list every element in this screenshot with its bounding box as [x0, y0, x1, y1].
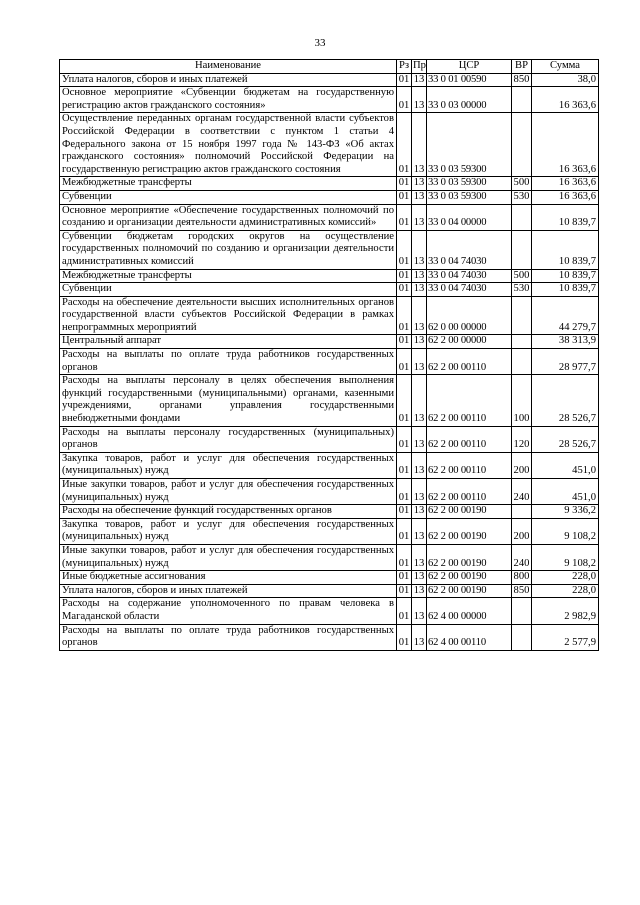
row-rz-cell: 01 [397, 375, 412, 426]
row-csr-cell: 33 0 03 59300 [427, 113, 512, 177]
row-name-cell: Субвенции [60, 283, 397, 297]
row-sum-cell: 16 363,6 [532, 113, 599, 177]
row-rz-cell: 01 [397, 624, 412, 650]
row-csr-cell: 33 0 04 74030 [427, 269, 512, 283]
column-header-pr: Пр [412, 60, 427, 74]
row-rz-cell: 01 [397, 598, 412, 624]
row-sum-cell: 16 363,6 [532, 190, 599, 204]
row-csr-cell: 62 4 00 00110 [427, 624, 512, 650]
table-row [60, 204, 599, 230]
row-rz-cell: 01 [397, 518, 412, 544]
row-rz-cell: 01 [397, 479, 412, 505]
column-header-name: Наименование [60, 60, 397, 74]
row-sum-cell: 10 839,7 [532, 230, 599, 269]
table-row [60, 571, 599, 585]
table-row [60, 177, 599, 191]
budget-table [59, 59, 599, 651]
table-row [60, 375, 599, 426]
table-row [60, 230, 599, 269]
row-vr-cell: 200 [512, 452, 532, 478]
row-vr-cell [512, 113, 532, 177]
table-row [60, 283, 599, 297]
row-vr-cell: 100 [512, 375, 532, 426]
row-pr-cell: 13 [412, 505, 427, 519]
row-rz-cell: 01 [397, 426, 412, 452]
row-pr-cell: 13 [412, 296, 427, 335]
row-csr-cell: 33 0 04 74030 [427, 230, 512, 269]
row-sum-cell: 228,0 [532, 584, 599, 598]
row-csr-cell: 62 2 00 00110 [427, 349, 512, 375]
row-vr-cell [512, 624, 532, 650]
row-csr-cell: 62 2 00 00190 [427, 584, 512, 598]
row-name-cell: Закупка товаров, работ и услуг для обеспечения государственных (муниципальных) нужд [60, 452, 397, 478]
row-vr-cell [512, 598, 532, 624]
row-sum-cell: 38 313,9 [532, 335, 599, 349]
table-row [60, 349, 599, 375]
row-vr-cell [512, 296, 532, 335]
row-pr-cell: 13 [412, 269, 427, 283]
row-csr-cell: 62 2 00 00110 [427, 426, 512, 452]
row-pr-cell: 13 [412, 426, 427, 452]
table-row [60, 505, 599, 519]
row-vr-cell [512, 335, 532, 349]
row-csr-cell: 62 2 00 00110 [427, 452, 512, 478]
column-header-rz: Рз [397, 60, 412, 74]
row-vr-cell [512, 204, 532, 230]
row-vr-cell: 240 [512, 479, 532, 505]
row-name-cell: Уплата налогов, сборов и иных платежей [60, 73, 397, 87]
row-sum-cell: 10 839,7 [532, 204, 599, 230]
row-csr-cell: 33 0 01 00590 [427, 73, 512, 87]
row-rz-cell: 01 [397, 296, 412, 335]
row-name-cell: Иные бюджетные ассигнования [60, 571, 397, 585]
row-rz-cell: 01 [397, 505, 412, 519]
row-pr-cell: 13 [412, 479, 427, 505]
row-pr-cell: 13 [412, 452, 427, 478]
row-pr-cell: 13 [412, 177, 427, 191]
row-csr-cell: 62 2 00 00190 [427, 571, 512, 585]
row-csr-cell: 62 2 00 00110 [427, 375, 512, 426]
row-vr-cell: 240 [512, 544, 532, 570]
table-row [60, 73, 599, 87]
row-name-cell: Межбюджетные трансферты [60, 177, 397, 191]
row-sum-cell: 2 982,9 [532, 598, 599, 624]
row-vr-cell: 850 [512, 73, 532, 87]
row-csr-cell: 62 2 00 00000 [427, 335, 512, 349]
row-name-cell: Основное мероприятие «Субвенции бюджетам на государственную регистрацию актов гражданского состояния» [60, 87, 397, 113]
row-pr-cell: 13 [412, 73, 427, 87]
row-name-cell: Межбюджетные трансферты [60, 269, 397, 283]
row-pr-cell: 13 [412, 571, 427, 585]
row-rz-cell: 01 [397, 87, 412, 113]
row-sum-cell: 9 336,2 [532, 505, 599, 519]
row-rz-cell: 01 [397, 73, 412, 87]
row-vr-cell [512, 87, 532, 113]
table-row [60, 452, 599, 478]
table-row [60, 584, 599, 598]
row-vr-cell: 530 [512, 283, 532, 297]
table-row [60, 479, 599, 505]
table-row [60, 598, 599, 624]
row-name-cell: Расходы на выплаты по оплате труда работников государственных органов [60, 624, 397, 650]
row-rz-cell: 01 [397, 190, 412, 204]
row-pr-cell: 13 [412, 624, 427, 650]
row-rz-cell: 01 [397, 230, 412, 269]
row-sum-cell: 9 108,2 [532, 544, 599, 570]
row-name-cell: Иные закупки товаров, работ и услуг для обеспечения государственных (муниципальных) нужд [60, 544, 397, 570]
row-pr-cell: 13 [412, 283, 427, 297]
row-name-cell: Субвенции бюджетам городских округов на осуществление государственных полномочий по созданию и организации деятельности административных комиссий [60, 230, 397, 269]
row-csr-cell: 62 0 00 00000 [427, 296, 512, 335]
row-vr-cell: 530 [512, 190, 532, 204]
row-name-cell: Осуществление переданных органам государственной власти субъектов Российской Федерации в соответствии с пунктом 1 статьи 4 Федерального закона от 15 ноября 1997 года № 143-ФЗ «Об актах гражданского состояния» полномочий Российской Федерации на государственную регистрацию актов гражданского состояния [60, 113, 397, 177]
table-body [60, 73, 599, 650]
row-pr-cell: 13 [412, 544, 427, 570]
row-sum-cell: 9 108,2 [532, 518, 599, 544]
row-name-cell: Расходы на выплаты персоналу государственных (муниципальных) органов [60, 426, 397, 452]
row-csr-cell: 33 0 04 00000 [427, 204, 512, 230]
row-pr-cell: 13 [412, 518, 427, 544]
row-name-cell: Расходы на обеспечение функций государственных органов [60, 505, 397, 519]
row-rz-cell: 01 [397, 571, 412, 585]
column-header-vr: ВР [512, 60, 532, 74]
table-row [60, 113, 599, 177]
row-sum-cell: 38,0 [532, 73, 599, 87]
row-pr-cell: 13 [412, 335, 427, 349]
table-row [60, 87, 599, 113]
row-pr-cell: 13 [412, 375, 427, 426]
row-sum-cell: 10 839,7 [532, 283, 599, 297]
row-pr-cell: 13 [412, 349, 427, 375]
row-name-cell: Расходы на обеспечение деятельности высших исполнительных органов государственной власти субъектов Российской Федерации в рамках непрограммных мероприятий [60, 296, 397, 335]
row-vr-cell [512, 349, 532, 375]
row-rz-cell: 01 [397, 544, 412, 570]
row-rz-cell: 01 [397, 177, 412, 191]
row-sum-cell: 28 526,7 [532, 375, 599, 426]
row-csr-cell: 33 0 04 74030 [427, 283, 512, 297]
row-pr-cell: 13 [412, 204, 427, 230]
row-csr-cell: 62 2 00 00110 [427, 479, 512, 505]
row-sum-cell: 451,0 [532, 452, 599, 478]
row-csr-cell: 62 4 00 00000 [427, 598, 512, 624]
row-name-cell: Центральный аппарат [60, 335, 397, 349]
table-row [60, 335, 599, 349]
table-header-row [60, 60, 599, 74]
row-name-cell: Иные закупки товаров, работ и услуг для обеспечения государственных (муниципальных) нужд [60, 479, 397, 505]
row-sum-cell: 451,0 [532, 479, 599, 505]
row-pr-cell: 13 [412, 190, 427, 204]
table-row [60, 518, 599, 544]
row-csr-cell: 33 0 03 59300 [427, 177, 512, 191]
row-sum-cell: 44 279,7 [532, 296, 599, 335]
row-rz-cell: 01 [397, 113, 412, 177]
row-sum-cell: 28 977,7 [532, 349, 599, 375]
row-rz-cell: 01 [397, 349, 412, 375]
row-vr-cell: 500 [512, 269, 532, 283]
row-rz-cell: 01 [397, 335, 412, 349]
row-vr-cell [512, 230, 532, 269]
row-csr-cell: 62 2 00 00190 [427, 505, 512, 519]
row-name-cell: Субвенции [60, 190, 397, 204]
table-row [60, 269, 599, 283]
row-sum-cell: 16 363,6 [532, 177, 599, 191]
row-csr-cell: 33 0 03 59300 [427, 190, 512, 204]
row-vr-cell: 850 [512, 584, 532, 598]
row-vr-cell [512, 505, 532, 519]
row-pr-cell: 13 [412, 598, 427, 624]
row-pr-cell: 13 [412, 230, 427, 269]
table-row [60, 426, 599, 452]
row-pr-cell: 13 [412, 584, 427, 598]
row-rz-cell: 01 [397, 452, 412, 478]
table-row [60, 190, 599, 204]
row-sum-cell: 16 363,6 [532, 87, 599, 113]
row-pr-cell: 13 [412, 87, 427, 113]
row-sum-cell: 28 526,7 [532, 426, 599, 452]
column-header-sum: Сумма [532, 60, 599, 74]
row-name-cell: Закупка товаров, работ и услуг для обеспечения государственных (муниципальных) нужд [60, 518, 397, 544]
row-rz-cell: 01 [397, 269, 412, 283]
table-row [60, 296, 599, 335]
row-name-cell: Расходы на содержание уполномоченного по правам человека в Магаданской области [60, 598, 397, 624]
row-sum-cell: 228,0 [532, 571, 599, 585]
row-csr-cell: 33 0 03 00000 [427, 87, 512, 113]
row-name-cell: Расходы на выплаты по оплате труда работников государственных органов [60, 349, 397, 375]
row-pr-cell: 13 [412, 113, 427, 177]
row-name-cell: Уплата налогов, сборов и иных платежей [60, 584, 397, 598]
table-row [60, 624, 599, 650]
row-rz-cell: 01 [397, 584, 412, 598]
page-number: 33 [314, 37, 326, 49]
row-vr-cell: 120 [512, 426, 532, 452]
row-csr-cell: 62 2 00 00190 [427, 518, 512, 544]
row-name-cell: Расходы на выплаты персоналу в целях обеспечения выполнения функций государственными (муниципальными) органами, казенными учреждениями, органами управления государственными внебюджетными фондами [60, 375, 397, 426]
row-csr-cell: 62 2 00 00190 [427, 544, 512, 570]
row-vr-cell: 200 [512, 518, 532, 544]
row-sum-cell: 2 577,9 [532, 624, 599, 650]
table-row [60, 544, 599, 570]
row-rz-cell: 01 [397, 283, 412, 297]
row-vr-cell: 500 [512, 177, 532, 191]
column-header-csr: ЦСР [427, 60, 512, 74]
row-rz-cell: 01 [397, 204, 412, 230]
row-vr-cell: 800 [512, 571, 532, 585]
row-sum-cell: 10 839,7 [532, 269, 599, 283]
row-name-cell: Основное мероприятие «Обеспечение государственных полномочий по созданию и организации деятельности административных комиссий» [60, 204, 397, 230]
